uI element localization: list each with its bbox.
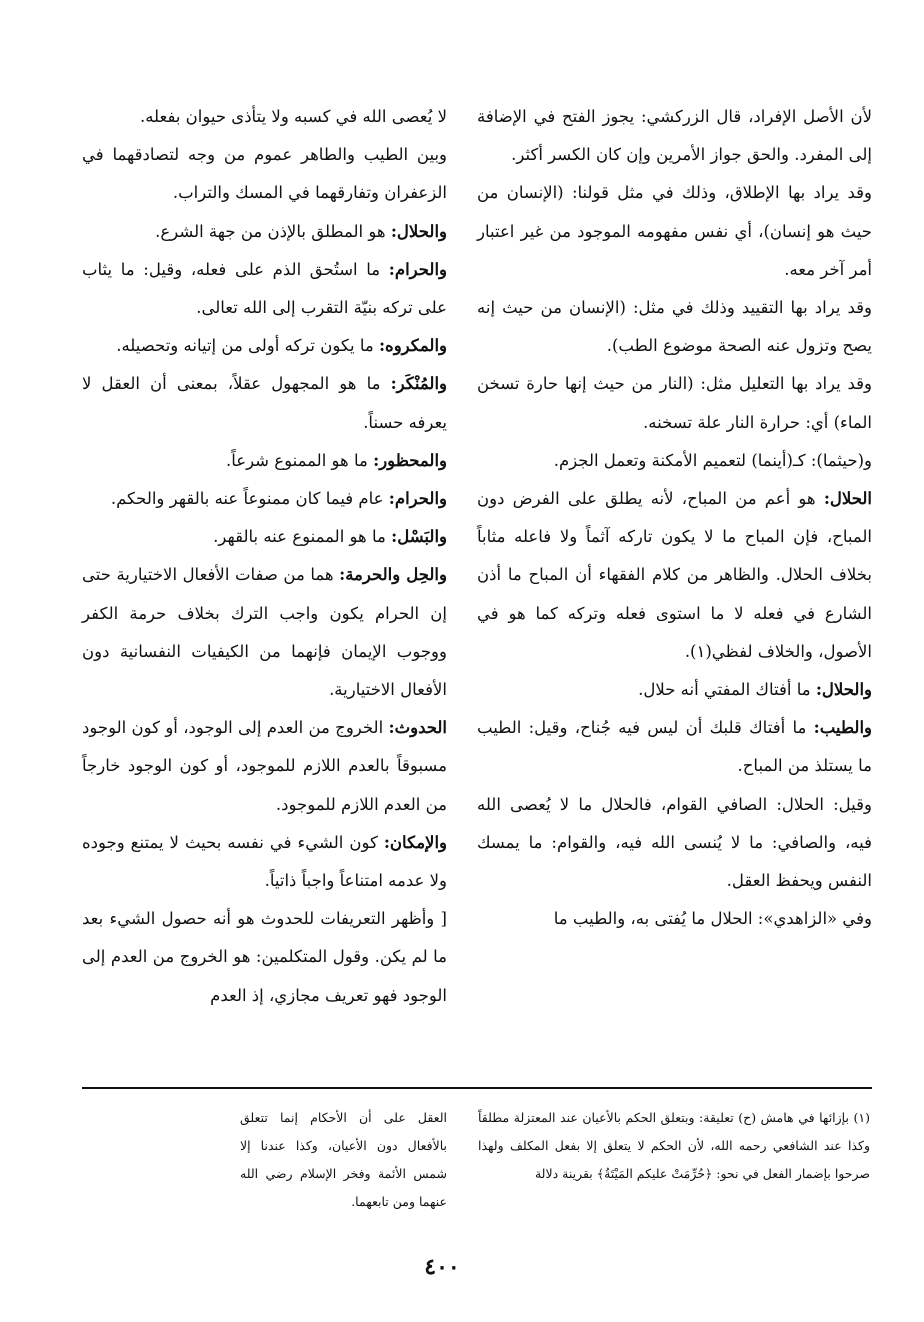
paragraph [477, 480, 872, 671]
entry-term: والبَسْل: [391, 527, 447, 547]
entry-text: هما من صفات الأفعال الاختيارية حتى إن الحرام يكون واجب الترك بخلاف حرمة الكفر ووجوب الإيمان فإنهما من الكيفيات النفسانية دون الأفعال الاختيارية. [82, 565, 447, 700]
entry-term: والإمكان: [383, 832, 447, 852]
entry-text: [ وأظهر التعريفات للحدوث هو أنه حصول الشيء بعد ما لم يكن. وقول المتكلمين: هو الخروج من العدم إلى الوجود فهو تعريف مجازي، إذ العدم [82, 909, 447, 1005]
paragraph [477, 709, 872, 785]
entry-text: ما هو الممنوع شرعاً. [225, 450, 374, 470]
entry-text: ما هو الممنوع عنه بالقهر. [213, 527, 392, 547]
entry-term: والمُنْكَر: [390, 374, 447, 394]
entry-term: والحرام: [388, 259, 447, 279]
paragraph [82, 327, 447, 365]
entry-text: ما استُحق الذم على فعله، وقيل: ما يثاب على تركه بنيّة التقرب إلى الله تعالى. [82, 259, 447, 318]
entry-text: وقد يراد بها التعليل مثل: (النار من حيث إنها حارة تسخن الماء) أي: حرارة النار علة تسخنه. [477, 374, 872, 432]
paragraph [82, 709, 447, 824]
entry-text: لا يُعصى الله في كسبه ولا يتأذى حيوان بفعله. [139, 107, 447, 126]
entry-text: عام فيما كان ممنوعاً عنه بالقهر والحكم. [110, 489, 389, 509]
entry-term: والحرام: [388, 489, 447, 509]
page-number: ٤٠٠ [424, 1254, 460, 1280]
entry-text: هو أعم من المباح، لأنه يطلق على الفرض دون المباح، فإن المباح ما لا يكون تاركه آثماً ولا فاعله مثاباً بخلاف الحلال. والظاهر من كلام الفقهاء أن المباح ما أذن الشارع في فعله لا ما استوى فعله وتركه كما هو في الأصول، والخلاف لفظي(١). [477, 489, 872, 661]
entry-text: هو المطلق بالإذن من جهة الشرع. [155, 221, 391, 241]
entry-text: وفي «الزاهدي»: الحلال ما يُفتى به، والطيب ما [553, 909, 872, 929]
paragraph [82, 251, 447, 327]
paragraph [477, 289, 872, 365]
paragraph [82, 824, 447, 900]
entry-text: ما أفتاك قلبك أن ليس فيه جُناح، وقيل: الطيب ما يستلذ من المباح. [477, 718, 872, 776]
paragraph [82, 442, 447, 480]
paragraph [477, 365, 872, 441]
paragraph [82, 136, 447, 212]
entry-text: لأن الأصل الإفراد، قال الزركشي: يجوز الفتح في الإضافة إلى المفرد. والحق جواز الأمرين وإن كان الكسر أكثر. [477, 107, 872, 165]
footnote-separator [82, 1087, 872, 1089]
entry-text: ما هو المجهول عقلاً، بمعنى أن العقل لا يعرفه حسناً. [82, 374, 447, 432]
entry-term: والحِل والحرمة: [339, 565, 447, 585]
paragraph [82, 518, 447, 556]
entry-text: وقيل: الحلال: الصافي القوام، فالحلال ما لا يُعصى الله فيه، والصافي: ما لا يُنسى الله فيه، والقوام: ما يمسك النفس ويحفظ العقل. [477, 794, 872, 891]
entry-text: الخروج من العدم إلى الوجود، أو كون الوجود مسبوقاً بالعدم اللازم للموجود، أو كون الوجود خارجاً من العدم اللازم للموجود. [82, 718, 447, 814]
paragraph [477, 786, 872, 901]
entry-term: والحلال: [815, 680, 872, 700]
entry-text: ما أفتاك المفتي أنه حلال. [638, 680, 816, 700]
left-text-column [82, 98, 447, 1015]
paragraph [82, 365, 447, 441]
right-text-column [477, 98, 872, 938]
paragraph [82, 900, 447, 1015]
paragraph [477, 174, 872, 289]
footnote-right: (١) بإزائها في هامش (ح) تعليقة: وبتعلق الحكم بالأعيان عند المعتزلة مطلقاً وكذا عند الشافعي رحمه الله، لأن الحكم لا يتعلق إلا بفعل المكلف ولهذا صرحوا بإضمار الفعل في نحو: ﴿حُرِّمَتْ عليكم المَيْتَةُ﴾ بقرينة دلالة [478, 1110, 870, 1181]
footnote-left: العقل على أن الأحكام إنما تتعلق بالأفعال دون الأعيان، وكذا عندنا إلا شمس الأئمة وفخر الإسلام رضي الله عنهما ومن تابعهما. [240, 1110, 447, 1209]
entry-text: و(حيثما): كـ(أينما) لتعميم الأمكنة وتعمل الجزم. [553, 450, 872, 470]
entry-term: والحلال: [390, 221, 447, 241]
entry-term: والمحظور: [373, 450, 447, 470]
entry-term: والطيب: [813, 718, 872, 738]
entry-text: وقد يراد بها التقييد وذلك في مثل: (الإنسان من حيث إنه يصح وتزول عنه الصحة موضوع الطب). [477, 298, 872, 356]
paragraph [477, 98, 872, 174]
paragraph [82, 480, 447, 518]
entry-text: ما يكون تركه أولى من إتيانه وتحصيله. [116, 336, 379, 356]
paragraph [82, 98, 447, 136]
paragraph [82, 213, 447, 251]
entry-term: والمكروه: [378, 336, 447, 356]
paragraph [82, 556, 447, 709]
entry-term: الحدوث: [388, 718, 447, 738]
entry-term: الحلال: [823, 489, 872, 509]
entry-text: كون الشيء في نفسه بحيث لا يمتنع وجوده ولا عدمه امتناعاً واجباً ذاتياً. [82, 832, 447, 891]
entry-text: وقد يراد بها الإطلاق، وذلك في مثل قولنا: (الإنسان من حيث هو إنسان)، أي نفس مفهومه الموجود من غير اعتبار أمر آخر معه. [477, 183, 872, 279]
paragraph [477, 671, 872, 709]
paragraph [477, 900, 872, 938]
entry-text: وبين الطيب والطاهر عموم من وجه لتصادقهما في الزعفران وتفارقهما في المسك والتراب. [82, 145, 447, 203]
paragraph [477, 442, 872, 480]
